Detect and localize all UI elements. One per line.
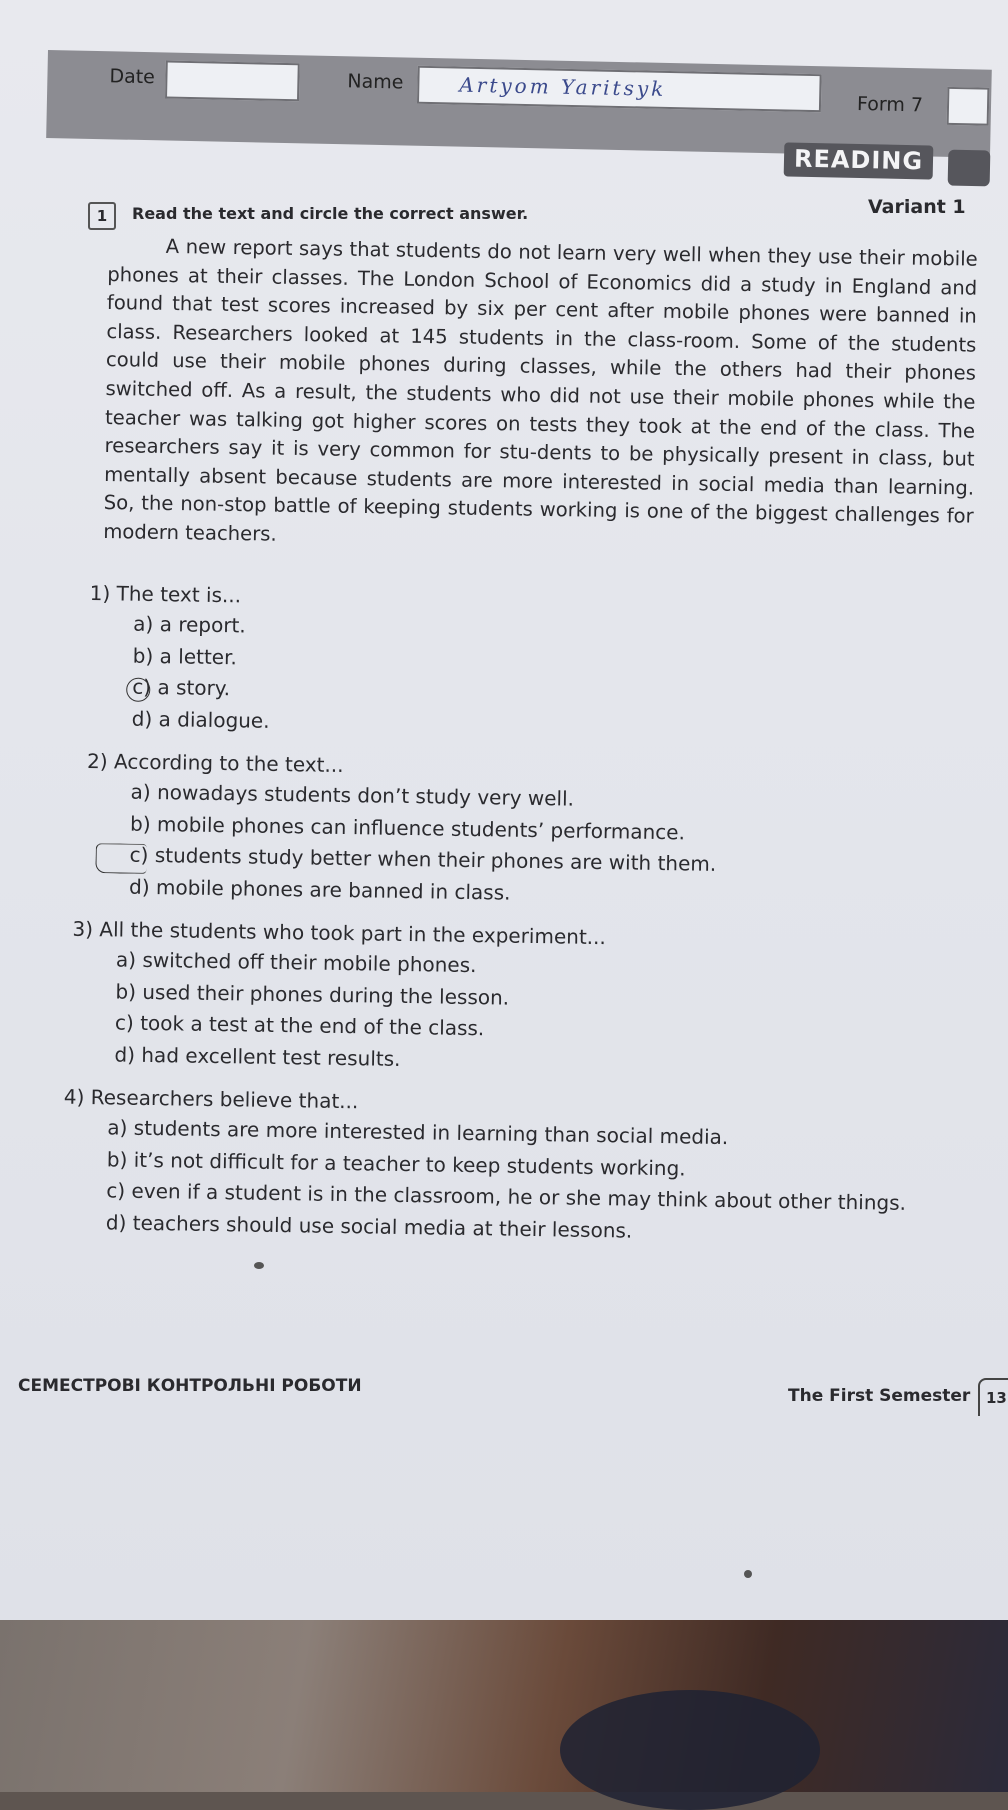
- page-number: 13: [978, 1378, 1008, 1416]
- pen-smudge: [254, 1262, 264, 1269]
- answer-option-text: b) it’s not difficult for a teacher to keep students working.: [106, 1146, 686, 1180]
- question-4: [62, 1082, 962, 1252]
- section-badge: READING: [784, 142, 934, 179]
- question-stem: 2) According to the text...: [86, 748, 344, 778]
- answer-option-text: a) a report.: [133, 611, 246, 638]
- answer-option-text: d) a dialogue.: [131, 706, 270, 733]
- name-handwriting: Artyom Yaritsyk: [459, 72, 667, 101]
- question-stem: 1) The text is...: [89, 580, 242, 608]
- question-2: [85, 746, 967, 916]
- question-list: [63, 578, 969, 1264]
- answer-option-text: d) had excellent test results.: [114, 1041, 401, 1071]
- circled-answer-mark: [95, 843, 146, 874]
- form-label: Form 7: [856, 92, 924, 117]
- floor-background: [0, 1620, 1008, 1792]
- floor-shadow: [560, 1690, 820, 1810]
- reading-passage: A new report says that students do not learn very well when they use their mobile phones at their classes. The London School of Economics did a study in England and found that test scores increased by six per cent after mobile phones were banned in class. Researchers looked at 145 students in the class-room. Some of the students could use their mobile phones during classes, while the others had their phones switched off. As a result, the students who did not use their mobile phones while the teacher was talking got higher scores on tests they took at the end of the class. The researchers say it is very common for stu-dents to be physically present in class, but mentally absent because students are more interested in social media than learning. So, the non-stop battle of keeping students working is one of the biggest challenges for modern teachers.: [103, 234, 978, 546]
- variant-label: Variant 1: [868, 196, 966, 218]
- question-stem: 3) All the students who took part in the experiment...: [72, 916, 607, 950]
- date-label: Date: [109, 65, 156, 89]
- answer-option-text: c) took a test at the end of the class.: [114, 1010, 485, 1041]
- answer-option-text: d) mobile phones are banned in class.: [128, 874, 511, 905]
- answer-option-text: c) students study better when their phones are with them.: [129, 842, 717, 876]
- answer-option-text: a) nowadays students don’t study very well.: [130, 779, 575, 811]
- question-1: [88, 578, 970, 748]
- name-label: Name: [347, 70, 404, 94]
- footer-series-title: СЕМЕСТРОВІ КОНТРОЛЬНІ РОБОТИ: [18, 1376, 362, 1396]
- section-badge-tail: [948, 150, 991, 187]
- answer-option-text: d) teachers should use social media at their lessons.: [105, 1209, 633, 1243]
- question-stem: 4) Researchers believe that...: [63, 1084, 359, 1114]
- date-field[interactable]: [165, 60, 300, 101]
- form-field[interactable]: [947, 87, 990, 126]
- answer-option-text: b) used their phones during the lesson.: [115, 978, 510, 1010]
- answer-option-text: b) a letter.: [132, 643, 238, 669]
- answer-option-text: c) a story.: [132, 674, 231, 701]
- answer-option-text: c) even if a student is in the classroom, he or she may think about other things.: [106, 1178, 907, 1215]
- name-field[interactable]: [417, 66, 822, 112]
- task-number: 1: [88, 202, 116, 230]
- pen-smudge: [744, 1570, 752, 1578]
- answer-option-text: b) mobile phones can influence students’ performance.: [129, 811, 686, 844]
- answer-option-text: a) students are more interested in learning than social media.: [107, 1115, 729, 1150]
- question-3: [70, 914, 964, 1084]
- task-instruction: Read the text and circle the correct answer.: [132, 204, 529, 223]
- answer-option-text: a) switched off their mobile phones.: [115, 947, 477, 978]
- footer-semester: The First Semester: [788, 1386, 971, 1406]
